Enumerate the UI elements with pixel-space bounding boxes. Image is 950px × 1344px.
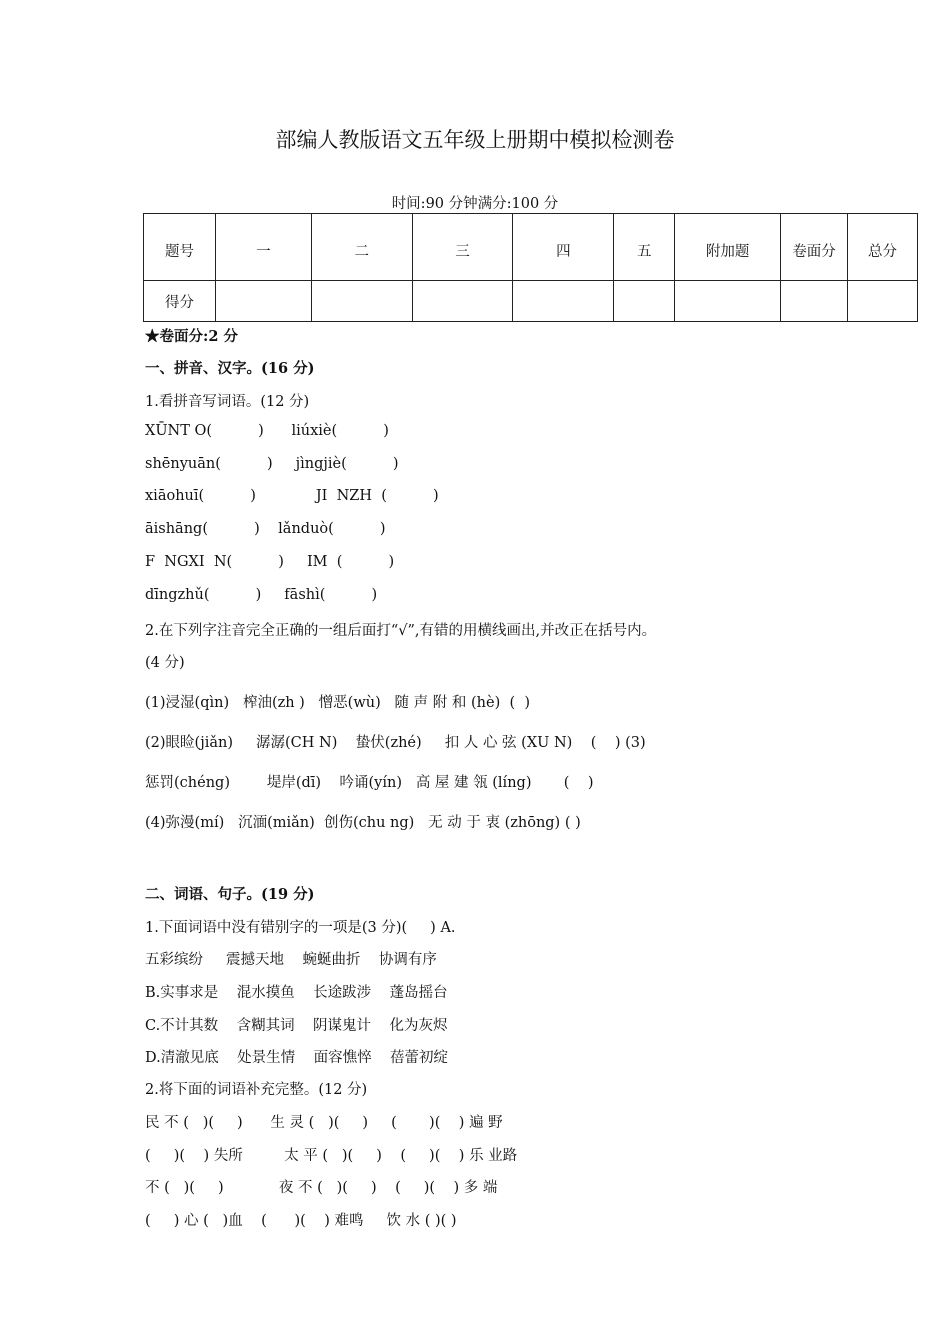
section-1-heading: 一、拼音、汉字。(16 分) [145, 360, 315, 377]
question-text: 1.下面词语中没有错别字的一项是(3 分)( ) A. [145, 920, 456, 936]
fill-in-line: 民 不 ( )( ) 生 灵 ( )( ) ( )( ) 遍 野 [145, 1115, 503, 1131]
fill-in-line: ( )( ) 失所 太 平 ( )( ) ( )( ) 乐 业路 [145, 1148, 518, 1164]
pinyin-line: shēnyuān( ) jìngjiè( ) [145, 456, 399, 472]
question-text: 2.将下面的词语补充完整。(12 分) [145, 1082, 368, 1098]
header-cell: 卷面分 [781, 214, 848, 281]
pinyin-line: F NGXI N( ) IM ( ) [145, 554, 395, 570]
row-label: 得分 [144, 281, 216, 322]
question-text: 1.看拼音写词语。(12 分) [145, 394, 310, 410]
fill-in-line: 不 ( )( ) 夜 不 ( )( ) ( )( ) 多 端 [145, 1180, 498, 1196]
pinyin-line: āishāng( ) lǎnduò( ) [145, 521, 386, 537]
score-cell [412, 281, 513, 322]
header-cell: 五 [614, 214, 675, 281]
page-title: 部编人教版语文五年级上册期中模拟检测卷 [275, 128, 675, 152]
score-table-header-row [144, 214, 918, 281]
option-line: 五彩缤纷 震撼天地 蜿蜒曲折 协调有序 [145, 952, 437, 968]
score-cell [513, 281, 614, 322]
pinyin-line: dīngzhǔ( ) fāshì( ) [145, 587, 378, 603]
score-cell [215, 281, 311, 322]
fill-in-line: ( ) 心 ( )血 ( )( ) 难鸣 饮 水 ( )( ) [145, 1213, 457, 1229]
header-cell: 附加题 [675, 214, 781, 281]
header-cell: 四 [513, 214, 614, 281]
score-cell [675, 281, 781, 322]
score-table [143, 213, 918, 322]
header-cell: 题号 [144, 214, 216, 281]
answer-line: (1)浸湿(qìn) 榨油(zh ) 憎恶(wù) 随 声 附 和 (hè) ( ) [145, 695, 530, 711]
header-cell: 三 [412, 214, 513, 281]
question-text: 2.在下列字注音完全正确的一组后面打“√”,有错的用横线画出,并改正在括号内。 [145, 623, 657, 639]
score-cell [614, 281, 675, 322]
neatness-score-note: ★卷面分:2 分 [145, 328, 238, 345]
time-info: 时间:90 分钟满分:100 分 [391, 196, 559, 212]
answer-line: (4)弥漫(mí) 沉湎(miǎn) 创伤(chu ng) 无 动 于 衷 (zhōng) ( ) [145, 815, 581, 831]
score-table-score-row [144, 281, 918, 322]
header-cell: 一 [215, 214, 311, 281]
pinyin-line: xiāohuī( ) JI NZH ( ) [145, 488, 439, 504]
question-text: (4 分) [145, 655, 185, 671]
option-line: C.不计其数 含糊其词 阴谋鬼计 化为灰烬 [145, 1018, 448, 1034]
answer-line: 惩罚(chéng) 堤岸(dī) 吟诵(yín) 高 屋 建 瓴 (líng) ( ) [145, 775, 594, 791]
pinyin-line: XŪNT O( ) liúxiè( ) [145, 423, 389, 439]
header-cell: 二 [311, 214, 412, 281]
score-cell [311, 281, 412, 322]
header-cell: 总分 [848, 214, 918, 281]
option-line: B.实事求是 混水摸鱼 长途跋涉 蓬岛摇台 [145, 985, 448, 1001]
answer-line: (2)眼睑(jiǎn) 潺潺(CH N) 蛰伏(zhé) 扣 人 心 弦 (XU N) ( ) (3) [145, 735, 646, 751]
section-2-heading: 二、词语、句子。(19 分) [145, 886, 315, 903]
option-line: D.清澈见底 处景生情 面容憔悴 蓓蕾初绽 [145, 1050, 449, 1066]
score-cell [848, 281, 918, 322]
score-cell [781, 281, 848, 322]
